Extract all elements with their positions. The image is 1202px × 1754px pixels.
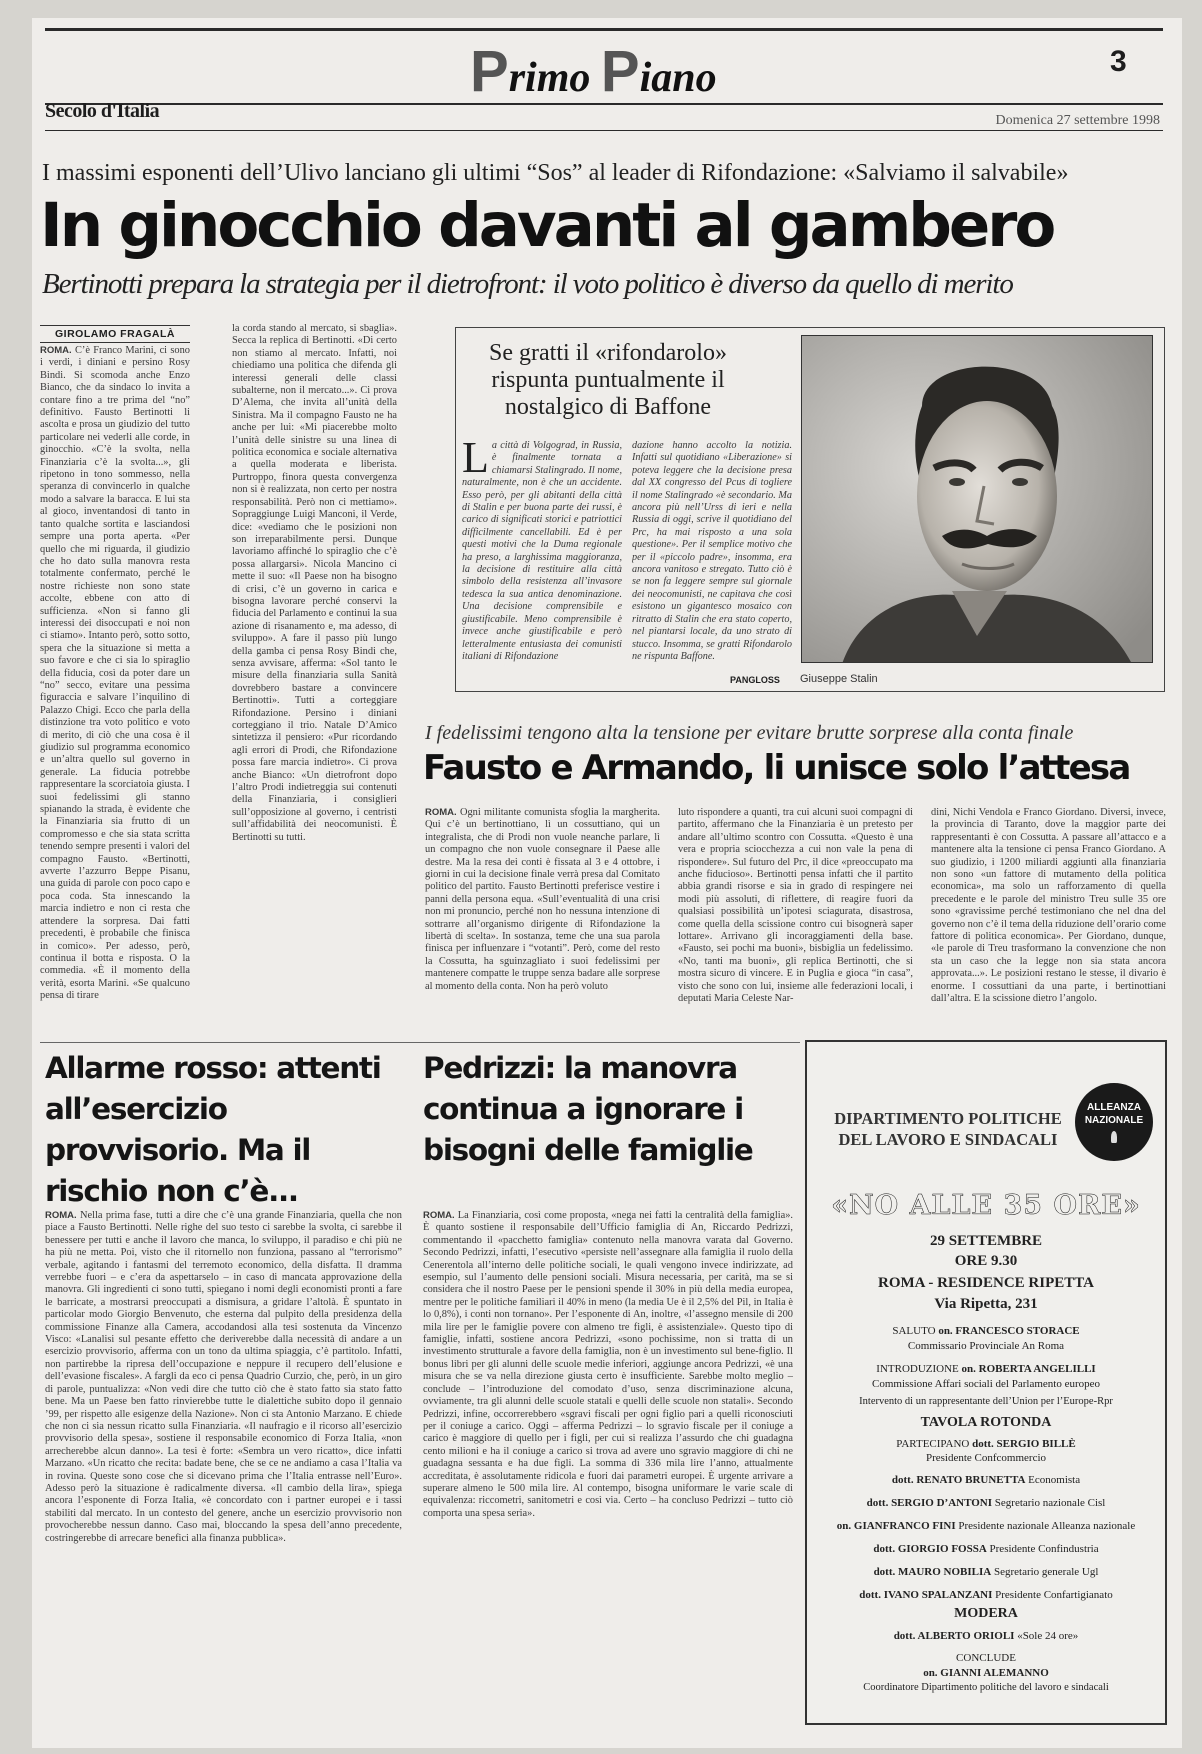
box-column-2 — [632, 440, 792, 668]
participant-3-name: dott. SERGIO D’ANTONI — [866, 1497, 993, 1509]
participant-5-role: Presidente Confindustria — [989, 1543, 1099, 1555]
participant-3 — [805, 1497, 1167, 1509]
participant-1-name: dott. SERGIO BILLÈ — [972, 1438, 1076, 1450]
participant-6-name: dott. MAURO NOBILIA — [873, 1566, 992, 1578]
logo-line-2: NAZIONALE — [1084, 1115, 1144, 1126]
participant-6 — [805, 1566, 1167, 1578]
ad-slogan: «NO ALLE 35 ORE» — [831, 1190, 1141, 1221]
participant-4 — [805, 1520, 1167, 1532]
ad-intro — [805, 1363, 1167, 1375]
conclusion-role: Coordinatore Dipartimento politiche del lavoro e sindacali — [863, 1682, 1109, 1693]
participant-6-role: Segretario generale Ugl — [993, 1566, 1099, 1578]
lead-byline: GIROLAMO FRAGALÀ — [40, 325, 190, 343]
article2-kicker: I fedelissimi tengono alta la tensione per evitare brutte sorprese alla conta finale — [425, 722, 1074, 744]
lead-kicker: I massimi esponenti dell’Ulivo lanciano gli ultimi “Sos” al leader di Rifondazione: «Salviamo il salvabile» — [42, 160, 1069, 186]
masthead-bottom-rule — [45, 130, 1163, 131]
lead-dateline: ROMA. — [40, 345, 72, 356]
ad-participants — [805, 1438, 1167, 1450]
article2-body-1: Ogni militante comunista sfoglia la margherita. Qui c’è un bertinottiano, lì un cossuttiano, qui un integralista, che di Prodi non vuole neanche parlare, lì un compagno che non vuole consegnare il Paese alle destre. Ma la resa dei conti è fissata al 3 e 4 ottobre, i giorni in cui la decisione finale verrà presa dal Comitato politico del partito. Fausto Bertinotti preferisce vestire i panni della persona equa. «Sull’eventualità di una crisi non mi pronuncio, perché non ho nessuna intenzione di sottrarre all’organismo dirigente di Rifondazione la libertà di scelta». In sostanza, teme che una sua parola finisca per influenzare i “votanti”. Però, come del resto la Cossutta, ha sguinzagliato i suoi fedelissimi per mantenere compatte le truppe senza badare alle sorprese al momento della conta. Non ha però voluto — [425, 807, 660, 992]
ad-date: 29 SETTEMBRE — [929, 1233, 1043, 1249]
ad-address: Via Ripetta, 231 — [934, 1296, 1038, 1312]
moderator-name: dott. ALBERTO ORIOLI — [893, 1630, 1015, 1642]
lead-headline: In ginocchio davanti al gambero — [40, 190, 1054, 261]
ad-time: ORE 9.30 — [954, 1253, 1018, 1269]
lead-subhead: Bertinotti prepara la strategia per il dietrofront: il voto politico è diverso da quello di merito — [42, 268, 1013, 300]
participants-label: PARTECIPANO — [896, 1438, 970, 1450]
flame-icon — [1111, 1131, 1117, 1143]
ad-greeting — [805, 1325, 1167, 1337]
rubric-word-2: iano — [639, 55, 717, 101]
article3-body — [45, 1210, 402, 1725]
moderator-label: MODERA — [954, 1606, 1018, 1621]
moderator — [805, 1630, 1167, 1642]
ad-dept-line-1: DIPARTIMENTO POLITICHE — [834, 1109, 1062, 1128]
stalin-photo — [801, 335, 1153, 663]
article4-dateline: ROMA. — [423, 1210, 455, 1221]
greeting-label: SALUTO — [892, 1325, 936, 1337]
conclusion-name: on. GIANNI ALEMANNO — [923, 1667, 1049, 1679]
ad-venue: ROMA - RESIDENCE RIPETTA — [878, 1275, 1094, 1291]
article2-body-3: dini, Nichi Vendola e Franco Giordano. Diversi, invece, la provincia di Taranto, dove la maggior parte dei rappresentanti è con Cossutta. A passare all’attacco e a mantenere alta la tensione ci pensa Franco Giordano. A suo giudizio, i 1200 miliardi aggiunti alla finanziaria non sono «un fattore di mutamento della politica economica», ma solo un rafforzamento di quella precedente e le parole del ministro Treu sulle 35 ore sono «gravissime perché testimoniano che nel dna del governo non c’è il tema della riduzione dell’orario come fattore di politica economica». Per Giordano, dunque, «le parole di Treu trasformano la convenzione che non sta un caso che la legge non sia stata ancora approvata...». Le posizioni restano le stesse, il divario è enorme. I cossuttiani da una parte, i bertinottiani dall’altra. E la scissione dietro l’angolo. — [931, 807, 1166, 1005]
participant-5 — [805, 1543, 1167, 1555]
participant-1-role: Presidente Confcommercio — [925, 1452, 1047, 1464]
intro-name: on. ROBERTA ANGELILLI — [961, 1363, 1096, 1375]
box-credit: PANGLOSS — [730, 675, 780, 685]
intro-role: Commissione Affari sociali del Parlamento europeo — [872, 1378, 1100, 1390]
ad-department — [818, 1108, 1078, 1150]
box-dropcap: L — [462, 440, 489, 482]
page-number: 3 — [1110, 45, 1127, 78]
union-note: Intervento di un rappresentante dell’Union per l’Europe-Rpr — [859, 1396, 1113, 1407]
greeting-name: on. FRANCESCO STORACE — [938, 1325, 1080, 1337]
article2-body-2: luto rispondere a quanti, tra cui alcuni suoi compagni di partito, affermano che la Finanziaria è un pretesto per andare all’ultimo scontro con Cossutta. «Questo è una vera e propria sciocchezza a cui non vale la pena di rispondere». Sul futuro del Prc, il dice «preoccupato ma anche fiducioso». Bertinotti pensa infatti che il partito abbia grandi risorse e sia in grado di respingere nei modi più assoluti, di riflettere, di reagire fuori da qualsiasi possibilità un’ipotesi sciagurata, disastrosa, come quella della scissione contro cui bisognerà saper lottare». Arrivano gli incoraggiamenti della base. «Fausto, sei pochi ma buoni», bisbiglia un fedelissimo. «No, tanti ma buoni», gli replica Bertinotti, che si mostra sicuro di vincere. E in Puglia e gioca “in casa”, visto che sono con lui, insieme alle federazioni locali, i deputati Maria Celeste Nar- — [678, 807, 913, 1005]
participant-2-name: dott. RENATO BRUNETTA — [891, 1474, 1026, 1486]
participant-4-name: on. GIANFRANCO FINI — [836, 1520, 956, 1532]
article2-column-2 — [678, 807, 913, 1040]
article3-dateline: ROMA. — [45, 1210, 77, 1221]
section-divider — [40, 1042, 800, 1043]
moderator-role: «Sole 24 ore» — [1017, 1630, 1079, 1642]
participant-2-role: Economista — [1028, 1474, 1081, 1486]
participant-2 — [805, 1474, 1167, 1486]
article3-text: Nella prima fase, tutti a dire che c’è una grande Finanziaria, quella che non piace a Fausto Bertinotti. Nelle righe del suo testo ci sarebbe la svolta, ci sarebbe il benessere per tutti e anche il lavoro che manca, lo sviluppo, il paradiso e chi più ne ha più ne metta. Poi, visto che il ritornello non funziona, passano al “terrorismo” verbale, agitando i fantasmi del terremoto economico, della disfatta. Il dramma verrebbe fuori – e c’era da aspettarselo – in caso di mancata approvazione della manovra. Gli ingredienti ci sono tutti, spiegano i nomi degli economisti pronti a fare le barricate, a mostrarsi preoccupati a dismisura, a gridare l’altolà. È spuntato in particolar modo Giorgio Benvenuto, che esterna dal pulpito della presidenza della commissione Finanze alla Camera, accodandosi alla tesi sostenuta da Vincenzo Visco: «Lanalisi sul pesante effetto che deriverebbe dalla necessità di andare a un esercizio provvisorio, afferma con un tono da ultima spiaggia, c’è partitolo. Infatti, non partirebbe la ripresa dell’occupazione e neppure il recupero dell’elusione e dell’evasione fiscales». A fargli da eco ci pensa Quadrio Curzio, che, però, in un giro di parole, puntualizza: «Non vedi dire che tutto ciò che è stato fatto sia stato fatto bene. Ma un Paese ben fatto rinvierebbe tutte le dialettiche subito dopo il gennaio ’99, per rispetto alle esigenze della Nazione». Non ci sta Antonio Marzano. E chiede che non ci sia nessun ricatto sulla Finanziaria. «Il naufragio e il ricorso all’esercizio provvisorio della spesa», sostiene il responsabile economico di Forza Italia, «non arrecherebbe alcun danno». La tesi è forte: «Sembra un vero ricatto», dice infatti Marzano. «Un ricatto che recita: badate bene, che se ce ne andiamo a casa l’Italia va in rovina. Queste sono cose che si dicevano prima che l’Italia entrasse nell’Euro». Adesso però la situazione è radicalmente diversa. «Il cambio della lira», spiega ancora l’esponente di Forza Italia, «è concordato con i partner europei e i tassi stabiliti dal mercato. In un contesto del genere, anche un esercizio provvisorio non provocherebbe nessun danno. Caso mai, bloccando la spesa dell’anno precedente, costringerebbe di arrecare benefici alla finanza pubblica». — [45, 1210, 402, 1544]
box-body-1: a città di Volgograd, in Russia, è finalmente tornata a chiamarsi Stalingrado. Il nome, naturalmente, non è che un accidente. Esso però, per gli abitanti della città di Stalin e per buona parte dei russi, è carico di significati storici e patriottici difficilmente cancellabili. Ed è per questi motivi che la Duma regionale ha preso, a larghissima maggioranza, la decisione di restituire alla città simbolo della resistenza all’invasore tedesca la sua antica denominazione. Una decisione comprensibile e giustificabile. Meno comprensibile è invece anche giustificabile e però letteralmente entusiasta dei comunisti italiani di Rifondazione — [462, 440, 622, 662]
masthead-top-rule — [45, 28, 1163, 31]
lead-body-1: C’è Franco Marini, ci sono i verdi, i diniani e persino Rosy Bindi. Si scomoda anche Enzo Bianco, che da sindaco lo invita a contare fino a tre prima del “no” definitivo. Fausto Bertinotti li ascolta e prosa un giudizio del tutto particolare nei vederli alle corde, in ginocchio. «C’è la svolta, nella Finanziaria c’è la svolta...», gli ripetono in tono sommesso, nella speranza di convincerlo in qualche modo a salvare la baracca. E lui sta al gioco, inventandosi di tanto in tanto qualche sortita e lasciandosi sempre una porta aperta. «Per quello che mi riguarda, il giudizio che ho dato sulla manovra resta totalmente confermato, perché le nostre richieste non sono state accolte, ebbene con atto di sufficienza. «Non si fanno gli interessi dei disoccupati e noi non ci stiamo». Intanto però, sotto sotto, spera che la situazione si metta a suo favore e che ci sia lo spiraglio della fiducia, così da poter dare un “no” secco, evitare una pessima figuraccia e salvare l’inquilino di Palazzo Chigi. Ecco che parla della distinzione tra voto politico e voto di merito, di ciò che una cosa è il giudizio sul programma economico e un’altra quello sul governo in generale. La fiducia potrebbe rappresentare la scorciatoia giusta. I suoi fedelissimi gli stanno spianando la strada, è evidente che la Finanziaria sia frutto di un compromesso e che sia stata scritta tenendo sempre presenti i valori del compagno Fausto. «Bertinotti, avverte l’azzurro Beppe Pisanu, una guida di parole con poco capo e poca coda. Sta innescando la marcia indietro e non ci resta che attendere la sorpresa. Dai fatti precedenti, è probabile che finisca in comico». Per adesso, però, continua il botta e risposta. O la commedia. «È il momento della verità, esorta Marini. «Se qualcuno pensa di tirare — [40, 345, 190, 1002]
participant-3-role: Segretario nazionale Cisl — [994, 1497, 1106, 1509]
article4-headline: Pedrizzi: la manovra continua a ignorare i bisogni delle famiglie — [423, 1051, 753, 1167]
box-column-1 — [462, 440, 622, 668]
lead-column-1 — [40, 345, 190, 1040]
greeting-role: Commissario Provinciale An Roma — [907, 1340, 1065, 1352]
rubric-word-1: rimo — [508, 55, 591, 101]
box-body-2: dazione hanno accolto la notizia. Infatti sul quotidiano «Liberazione» si poteva leggere che la decisione presa dal XX congresso del Pcus di togliere il nome Stalingrado «è secondario. Ma ancora più nell’Urss di ieri e nella Russia di oggi, scrive il quotidiano del Prc, ha mai risposto a una sola questione». Per il semplice motivo che per il «piccolo padre», insomma, era ancora vanitoso e stregato. Tutto ciò è se non fa leggere sempre sul giornale dei neocomunisti, ne capitava che così esistono un gigantesco mosaico con ritratto di Stalin che era stato coperto, nel piantarsi locale, da uno strato di stucco. Insomma, se gratti Rifondarolo ne rispunta Baffone. — [632, 440, 792, 662]
article4-text: La Finanziaria, così come proposta, «nega nei fatti la centralità della famiglia». È quanto sostiene il responsabile dell’Ufficio famiglia di An, Riccardo Pedrizzi, commentando il «pacchetto famiglia» contenuto nella manovra varata dal Governo. Secondo Pedrizzi, infatti, l’esecutivo «persiste nell’assegnare alla famiglia il ruolo della Cenerentola all’interno delle politiche sociali, le quali vengono invece indirizzate, ad esempio, sul l’aumento delle pensioni sociali. Misura necessaria, per carità, ma se si considera che il nostro Paese per le pensioni spende il 30% in più della media europea, mentre per le politiche familiari il 40% in meno (la media Ue è il 2,5% del Pil, in Italia è lo 0,8%), i conti non tornano». Per l’esponente di An, inoltre, «l’assegno mensile di 200 mila lire per le famiglie povere con almeno tre figli, è assistenziale». Questo tipo di famiglie, infatti, sostiene ancora Pedrizzi, «sono pochissime, non si tratta di un investimento strutturale a favore della famiglia, non è un investimento sul bene-figlio. Il bonus libri per gli alunni delle scuole medie inferiori, aggiunge ancora Pedrizzi, «è una misura che se va nella direzione giusta certo è insufficiente. Sarebbe molto meglio – conclude – l’introduzione del comodato d’uso, senza discriminazione alcuna, ovviamente, tra gli alunni delle scuole statali e quelli delle scuole non statali». Secondo Pedrizzi, infine, occorrerebbero «sgravi fiscali per ogni figlio pari a quelli riconosciuti per il coniuge a carico. Oggi – afferma Pedrizzi – lo sgravio fiscale per il coniuge a carico è maggiore di quello per i figli, per cui si realizza l’assurdo che chi guadagna cento milioni e ha il coniuge a carico si trova ad avere uno sgravio maggiore di chi ne guadagna sessanta e ha due figli. La somma di 336 mila lire l’anno, attualmente accreditata, è assolutamente ridicola e fuori dai parametri europei. È urgente arrivare a superare almeno le 500 mila lire. Al contempo, bisogna uniformare le varie scale di equivalenza: riccometri, sanitometri e così via. Certo – ha concluso Pedrizzi – tutto ciò comporta una spesa seria». — [423, 1210, 793, 1519]
article4-body — [423, 1210, 793, 1725]
round-table: TAVOLA ROTONDA — [920, 1415, 1052, 1430]
ad-dept-line-2: DEL LAVORO E SINDACALI — [838, 1130, 1058, 1149]
participant-5-name: dott. GIORGIO FOSSA — [873, 1543, 987, 1555]
lead-column-2 — [232, 323, 397, 1040]
box-title: Se gratti il «rifondarolo» rispunta puntualmente il nostalgico di Baffone — [489, 340, 727, 420]
article2-column-1 — [425, 807, 660, 1040]
rubric-cap-1: P — [470, 39, 509, 104]
participant-7 — [805, 1589, 1167, 1601]
article3-headline: Allarme rosso: attenti all’esercizio provvisorio. Ma il rischio non c’è... — [45, 1051, 381, 1208]
issue-date: Domenica 27 settembre 1998 — [995, 113, 1160, 128]
logo-line-1: ALLEANZA — [1087, 1102, 1141, 1113]
party-logo — [1075, 1083, 1153, 1161]
article2-headline: Fausto e Armando, li unisce solo l’attesa — [423, 748, 1130, 788]
participant-4-role: Presidente nazionale Alleanza nazionale — [958, 1520, 1136, 1532]
newspaper-name: Secolo d'Italia — [45, 100, 160, 122]
photo-caption: Giuseppe Stalin — [800, 673, 878, 685]
participant-7-role: Presidente Confartigianato — [995, 1589, 1113, 1601]
stalin-portrait-image — [802, 336, 1153, 663]
conclusion-label: CONCLUDE — [956, 1652, 1016, 1664]
section-rubric — [470, 38, 770, 105]
participant-7-name: dott. IVANO SPALANZANI — [859, 1589, 993, 1601]
rubric-cap-2: P — [600, 39, 640, 104]
article2-dateline: ROMA. — [425, 807, 457, 818]
article2-column-3 — [931, 807, 1166, 1040]
lead-body-2: la corda stando al mercato, si sbaglia». Secca la replica di Bertinotti. «Di certo non stiamo al mercato. Infatti, noi chiediamo una politica che difenda gli interessi generali delle classi subalterne, non il mercato...». Ci prova D’Alema, che invita all’unità della Sinistra. Ma il compagno Fausto ne ha anche per lui: «Mi piacerebbe molto l’unità delle sinistre su una linea di politica economica e sociale alternativa a quella moderata e liberista. Purtroppo, finora questa convergenza non si è realizzata, non certo per nostra responsabilità. Però non ci mettiamo». Sopraggiunge Luigi Manconi, il Verde, dice: «vediamo che le posizioni non son irreparabilmente persi. Dunque lavoriamo affinché lo spiraglio che c’è possa allargarsi». Nicola Mancino ci mette il suo: «Il Paese non ha bisogno di crisi, c’è un governo in carica e bisogna lavorare perché conservi la fiducia del Parlamento e continui la sua azione di risanamento e, ma adesso, di sviluppo». A fare il passo più lungo della gamba ci pensa Rosy Bindi che, senza avvisare, afferma: «Sol tanto le misure della finanziaria sulla Sanità dovrebbero bastare a convincere Bertinotti». Tutti a corteggiare Rifondazione. Persino i diniani corteggiano il trio. Natale D’Amico sintetizza il pensiero: «Pur ricordando agli errori di Prodi, che Rifondazione possa fare marcia indietro». Ci prova anche Bianco: «Un dietrofront dopo l’altro Prodi indietreggia sui contenuti della Finanziaria, i consiglieri sull’opposizione al governo, i centristi sull’affidabilità dei neocomunisti. È Bertinotti su tutti. — [232, 323, 397, 843]
intro-label: INTRODUZIONE — [876, 1363, 959, 1375]
